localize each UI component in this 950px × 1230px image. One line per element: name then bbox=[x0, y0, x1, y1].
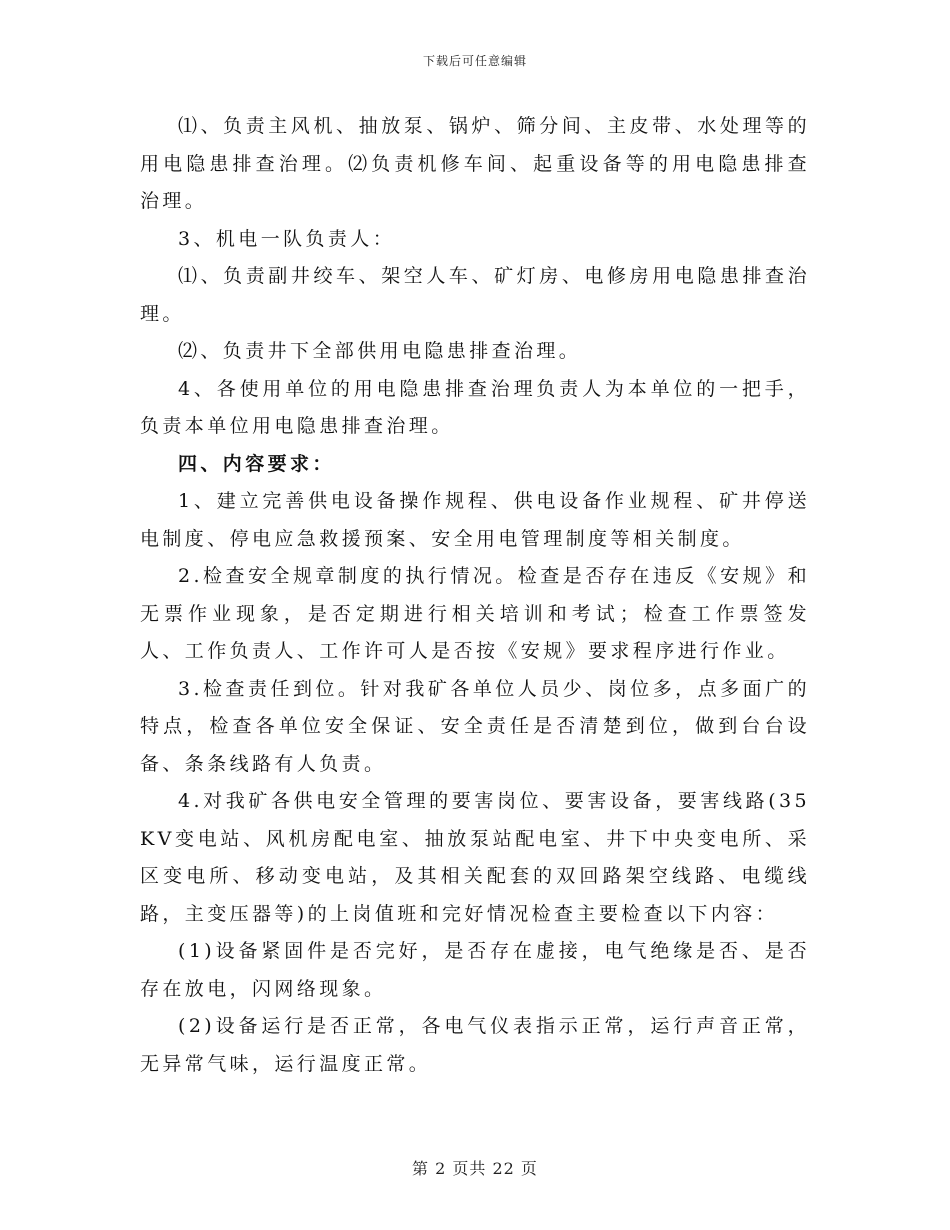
page-header: 下载后可任意编辑 bbox=[422, 54, 527, 68]
paragraph-12: (2)设备运行是否正常，各电气仪表指示正常，运行声音正常，无异常气味，运行温度正常。 bbox=[140, 1015, 810, 1075]
paragraph-10: 4.对我矿各供电安全管理的要害岗位、要害设备，要害线路(35KV变电站、风机房配电室、抽放泵站配电室、井下中央变电所、采区变电所、移动变电站，及其相关配套的双回路架空线路、电缆线路，主变压器等)的上岗值班和完好情况检查主要检查以下内容： bbox=[140, 790, 810, 925]
paragraph-2: 3、机电一队负责人： bbox=[178, 227, 396, 250]
page-footer: 第 2 页共 22 页 bbox=[412, 1159, 538, 1178]
document-body bbox=[140, 108, 810, 1083]
paragraph-5: 4、各使用单位的用电隐患排查治理负责人为本单位的一把手，负责本单位用电隐患排查治理。 bbox=[140, 377, 810, 437]
paragraph-7: 1、建立完善供电设备操作规程、供电设备作业规程、矿井停送电制度、停电应急救援预案、安全用电管理制度等相关制度。 bbox=[140, 490, 810, 550]
paragraph-8: 2.检查安全规章制度的执行情况。检查是否存在违反《安规》和无票作业现象，是否定期进行相关培训和考试；检查工作票签发人、工作负责人、工作许可人是否按《安规》要求程序进行作业。 bbox=[140, 565, 810, 662]
paragraph-3: ⑴、负责副井绞车、架空人车、矿灯房、电修房用电隐患排查治理。 bbox=[140, 265, 810, 325]
paragraph-4: ⑵、负责井下全部供用电隐患排查治理。 bbox=[178, 340, 582, 362]
paragraph-9: 3.检查责任到位。针对我矿各单位人员少、岗位多，点多面广的特点，检查各单位安全保证、安全责任是否清楚到位，做到台台设备、条条线路有人负责。 bbox=[140, 677, 810, 775]
section-heading: 四、内容要求： bbox=[178, 452, 335, 475]
paragraph-11: (1)设备紧固件是否完好，是否存在虚接，电气绝缘是否、是否存在放电，闪网络现象。 bbox=[140, 940, 810, 1000]
paragraph-1: ⑴、负责主风机、抽放泵、锅炉、筛分间、主皮带、水处理等的用电隐患排查治理。⑵负责机修车间、起重设备等的用电隐患排查治理。 bbox=[140, 115, 810, 212]
